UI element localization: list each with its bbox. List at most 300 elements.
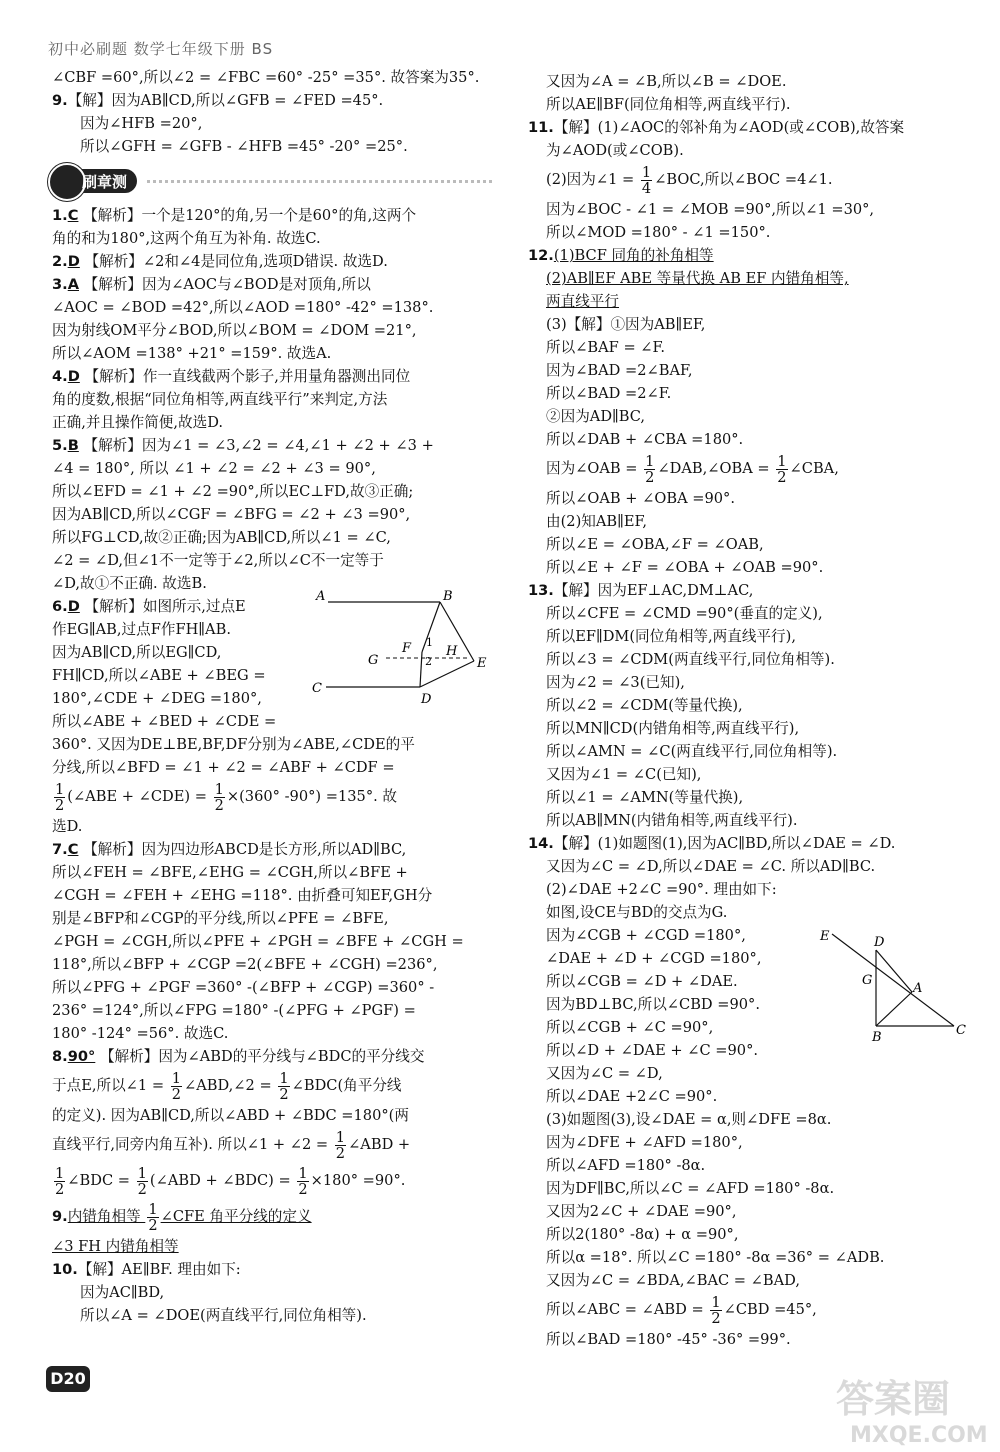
right-column [528,70,968,1351]
text-line [528,244,968,267]
text-line [52,930,492,953]
fraction [171,1071,182,1102]
answer-choice: C [67,841,79,858]
line-text: 因为∠2 = ∠3(已知), [546,674,685,691]
text-line [528,878,968,901]
fraction [641,165,652,196]
text-line [52,273,492,296]
question-number: 10. [52,1261,78,1278]
text-line [52,733,492,756]
text-segment: ∠ABD,∠2 = [183,1077,277,1094]
text-segment: 直线平行,同旁内角互补). 所以∠1 + ∠2 = [52,1136,333,1153]
line-text: 【解析】∠2和∠4是同位角,选项D错误. 故选D. [84,253,388,270]
fig6-label-a: A [316,589,326,604]
fig14-label-g: G [862,973,873,988]
line-text: 所以∠E = ∠OBA,∠F = ∠OAB, [546,536,764,553]
question-number: 4. [52,368,68,385]
line-text: 所以FG⊥CD,故②正确;因为AB∥CD,所以∠1 = ∠C, [52,529,391,546]
section-banner-label: 刷章测 [82,172,128,191]
text-line [528,198,968,221]
fraction-denominator: 2 [645,468,655,486]
fraction-denominator: 2 [335,1144,346,1162]
text-line [528,1269,968,1292]
answer-choice: 90° [67,1048,96,1065]
line-text: 因为AC∥BD, [80,1284,165,1301]
answer-choice: B [67,437,79,454]
fraction [54,1166,65,1197]
text-line [52,907,492,930]
fraction-numerator: 1 [279,1069,289,1087]
text-line [52,861,492,884]
text-segment: ∠DAB,∠OBA = [657,460,775,477]
text-line [52,549,492,572]
text-segment: 因为∠OAB = [546,460,643,477]
line-text: 又因为∠C = ∠D, [546,1065,663,1082]
line-text: 又因为∠1 = ∠C(已知), [546,766,702,783]
question-number: 2. [52,253,68,270]
line-text: 所以∠D + ∠DAE + ∠C =90°. [546,1042,759,1059]
text-line [528,809,968,832]
line-text: (3)【解】①因为AB∥EF, [546,316,706,333]
question-number: 14. [528,835,554,852]
fraction-denominator: 2 [171,1085,181,1103]
text-line [528,359,968,382]
fraction-numerator: 1 [711,1293,721,1311]
line-text: 所以∠AMN = ∠C(两直线平行,同位角相等). [546,743,838,760]
text-line [528,1223,968,1246]
text-line [52,1068,492,1104]
text-line [528,221,968,244]
text-line [52,342,492,365]
fig6-label-2: 2 [425,655,432,668]
text-line [52,388,492,411]
fig14-label-a: A [913,981,923,996]
text-segment: ×180° =90°. [310,1172,406,1189]
fraction [710,1295,721,1326]
text-line [528,533,968,556]
line-text: 所以∠A = ∠DOE(两直线平行,同位角相等). [80,1307,367,1324]
line-text: 【解】(1)如题图(1),因为AC∥BD,所以∠DAE = ∠D. [553,835,896,852]
line-text: 因为∠BAD =2∠BAF, [546,362,693,379]
fig14-line-ec [832,934,954,1026]
fraction-denominator: 2 [279,1085,289,1103]
text-line [528,740,968,763]
text-line [528,313,968,336]
line-text: 角的度数,根据“同位角相等,两直线平行”来判定,方法 [52,391,388,408]
text-line [52,884,492,907]
line-text: 因为DF∥BC,所以∠C = ∠AFD =180° -8α. [546,1180,835,1197]
fraction [644,454,655,485]
text-line [52,227,492,250]
text-line [528,116,968,139]
banner-dotted-rule [147,180,492,183]
line-text: 因为射线OM平分∠BOD,所以∠BOM = ∠DOM =21°, [52,322,417,339]
answer-choice: D [67,598,80,615]
line-text: ②因为AD∥BC, [546,408,646,425]
line-text: 的定义). 因为AB∥CD,所以∠ABD + ∠BDC =180°(两 [52,1107,409,1124]
line-text: 因为BD⊥BC,所以∠CBD =90°. [546,996,760,1013]
fraction [335,1130,346,1161]
text-line [528,1085,968,1108]
fraction-denominator: 2 [214,796,224,814]
line-text: 【解析】因为∠AOC与∠BOD是对顶角,所以 [83,276,371,293]
text-line [528,382,968,405]
line-text: 作EG∥AB,过点F作FH∥AB. [52,621,231,638]
line-text: 角的和为180°,这两个角互为补角. 故选C. [52,230,321,247]
line-text: 所以∠EFD = ∠1 + ∠2 =90°,所以EC⊥FD,故③正确; [52,483,414,500]
fraction-denominator: 2 [298,1180,308,1198]
text-line [528,901,968,924]
line-text: ∠PGH = ∠CGH,所以∠PFE + ∠PGH = ∠BFE + ∠CGH = [52,933,464,950]
text-line [528,556,968,579]
text-line [528,1154,968,1177]
line-text: 所以∠3 = ∠CDM(两直线平行,同位角相等). [546,651,835,668]
line-text: 因为∠HFB =20°, [80,115,203,132]
text-line [52,503,492,526]
text-line [528,763,968,786]
line-text: 所以∠MOD =180° - ∠1 =150°. [546,224,771,241]
line-text: 又因为∠C = ∠BDA,∠BAC = ∠BAD, [546,1272,800,1289]
text-line [528,70,968,93]
question-number: 9. [52,1208,68,1225]
text-line [52,779,492,815]
fraction-numerator: 1 [641,163,652,181]
text-line [528,428,968,451]
text-line [52,838,492,861]
text-line [52,434,492,457]
text-line [528,602,968,625]
question-number: 1. [52,207,68,224]
line-text: 又因为∠A = ∠B,所以∠B = ∠DOE. [546,73,787,90]
fraction-numerator: 1 [55,1164,65,1182]
line-text: 因为∠BOC - ∠1 = ∠MOB =90°,所以∠1 =30°, [546,201,875,218]
line-text: 所以∠CFE = ∠CMD =90°(垂直的定义), [546,605,823,622]
banner-circle-icon [48,163,86,201]
line-text: 因为AB∥CD,所以∠CGF = ∠BFG = ∠2 + ∠3 =90°, [52,506,411,523]
text-line [528,579,968,602]
question-number: 6. [52,598,68,615]
line-text: ∠CGH = ∠FEH + ∠EHG =118°. 由折叠可知EF,GH分 [52,887,433,904]
line-text: 【解】(1)∠AOC的邻补角为∠AOD(或∠COB),故答案 [553,119,905,136]
text-line [528,1108,968,1131]
text-line [52,480,492,503]
text-line [528,625,968,648]
answer-choice: A [67,276,79,293]
text-segment: ∠BDC(角平分线 [291,1077,402,1094]
text-line [528,1328,968,1351]
text-line [528,1246,968,1269]
text-line [52,66,492,89]
line-text: 由(2)知AB∥EF, [546,513,648,530]
fraction-numerator: 1 [148,1200,158,1218]
line-text: 因为∠CGB + ∠CGD =180°, [546,927,746,944]
text-line [52,1022,492,1045]
line-text: 180°,∠CDE + ∠DEG =180°, [52,690,262,707]
line-text: 所以∠FEH = ∠BFE,∠EHG = ∠CGH,所以∠BFE + [52,864,408,881]
text-line [528,93,968,116]
fraction [776,454,787,485]
line-text: 所以∠DAB + ∠CBA =180°. [546,431,744,448]
text-line [52,250,492,273]
fig14-label-e: E [820,929,830,944]
line-text: 又因为2∠C + ∠DAE =90°, [546,1203,737,1220]
fraction-denominator: 4 [641,179,652,197]
line-text: 所以α =18°. 所以∠C =180° -8α =36° = ∠ADB. [546,1249,885,1266]
text-line [52,319,492,342]
watermark-main-text: 答案圈 [836,1377,951,1421]
line-text: 所以2(180° -8α) + α =90°, [546,1226,739,1243]
watermark-logo [830,1370,990,1450]
line-text: 所以AE∥BF(同位角相等,两直线平行). [546,96,791,113]
fraction [278,1071,289,1102]
text-line [528,694,968,717]
line-text: ∠AOC = ∠BOD =42°,所以∠AOD =180° -42° =138°. [52,299,434,316]
text-line [528,786,968,809]
line-text: 180° -124° =56°. 故选C. [52,1025,229,1042]
fig14-label-c: C [956,1023,966,1038]
fig6-label-c: C [312,681,322,696]
text-line [52,1163,492,1199]
text-segment: 所以∠ABC = ∠ABD = [546,1301,709,1318]
line-text: 所以∠GFH = ∠GFB - ∠HFB =45° -20° =25°. [80,138,408,155]
text-line [52,1235,492,1258]
fraction-denominator: 2 [711,1309,721,1327]
fig6-label-e: E [477,656,487,671]
line-text: 所以∠BAD =180° -45° -36° =99°. [546,1331,791,1348]
line-text: 正确,并且操作简便,故选D. [52,414,224,431]
text-line [52,976,492,999]
fill-blank: ∠CFE 角平分线的定义 [160,1208,312,1225]
line-text: 所以∠CGB + ∠C =90°, [546,1019,714,1036]
text-line [528,717,968,740]
text-line [52,710,492,733]
text-line [52,135,492,158]
question-number: 9. [52,92,68,109]
line-text: ∠D,故①不正确. 故选B. [52,575,207,592]
line-text: 所以MN∥CD(内错角相等,两直线平行), [546,720,800,737]
line-text: ∠CBF =60°,所以∠2 = ∠FBC =60° -25° =35°. 故答案为35°. [52,69,480,86]
line-text: 因为AB∥CD,所以EG∥CD, [52,644,222,661]
text-line [528,1131,968,1154]
text-line [52,1104,492,1127]
fig14-label-d: D [874,935,885,950]
line-text: 【解析】因为四边形ABCD是长方形,所以AD∥BC, [83,841,407,858]
line-text: 因为∠DFE + ∠AFD =180°, [546,1134,743,1151]
fig6-label-h: H [446,644,458,659]
line-text: 【解析】作一直线截两个影子,并用量角器测出同位 [84,368,411,385]
text-line [528,162,968,198]
fraction [54,782,65,813]
text-line [52,1045,492,1068]
fig14-label-b: B [872,1030,882,1045]
fraction-denominator: 2 [55,796,65,814]
fraction [147,1202,158,1233]
text-segment: ∠BDC = [67,1172,135,1189]
line-text: ∠3 FH 内错角相等 [52,1238,179,1255]
line-text: 所以∠1 = ∠AMN(等量代换), [546,789,744,806]
line-text: (1)BCF 同角的补角相等 [553,247,714,264]
fraction-numerator: 1 [214,780,224,798]
text-line [52,756,492,779]
fig6-label-d: D [421,692,432,707]
fraction [137,1166,148,1197]
page-number: D20 [46,1366,90,1392]
fig6-label-g: G [368,653,379,668]
line-text: 【解析】因为∠1 = ∠3,∠2 = ∠4,∠1 + ∠2 + ∠3 + [83,437,434,454]
text-line [528,855,968,878]
text-line [52,411,492,434]
fraction-numerator: 1 [55,780,65,798]
fraction-denominator: 2 [55,1180,65,1198]
question-number: 8. [52,1048,68,1065]
line-text: 所以∠OAB + ∠OBA =90°. [546,490,735,507]
line-text: (2)AB∥EF ABE 等量代换 AB EF 内错角相等, [546,270,849,287]
fill-blank: 内错角相等 [67,1208,146,1225]
line-text: 118°,所以∠BFP + ∠CGP =2(∠BFE + ∠CGH) =236°, [52,956,438,973]
fig6-label-f: F [402,641,412,656]
question-number: 5. [52,437,68,454]
section-banner [52,164,492,198]
answer-choice: C [67,207,79,224]
fraction-numerator: 1 [137,1164,147,1182]
text-line [52,1281,492,1304]
text-line [52,953,492,976]
fraction-numerator: 1 [335,1128,346,1146]
line-text: 【解析】因为∠ABD的平分线与∠BDC的平分线交 [99,1048,425,1065]
text-line [52,112,492,135]
fig14-line-ba [876,992,912,1026]
text-line [528,648,968,671]
text-line [52,999,492,1022]
question-number: 3. [52,276,68,293]
line-text: 360°. 又因为DE⊥BE,BF,DF分别为∠ABE,∠CDE的平 [52,736,415,753]
text-line [528,1292,968,1328]
text-line [52,1304,492,1327]
line-text: 所以∠CGB = ∠D + ∠DAE. [546,973,738,990]
figure-q14 [818,926,968,1046]
line-text: ∠4 = 180°, 所以 ∠1 + ∠2 = ∠2 + ∠3 = 90°, [52,460,376,477]
line-text: 所以∠PFG + ∠PGF =360° -(∠BFP + ∠CGP) =360° - [52,979,435,996]
line-text: ∠2 = ∠D,但∠1不一定等于∠2,所以∠C不一定等于 [52,552,384,569]
text-line [528,510,968,533]
page-header: 初中必刷题 数学七年级下册 BS [48,40,274,58]
line-text: 选D. [52,818,83,835]
text-segment: (∠ABE + ∠CDE) = [67,788,212,805]
text-line [52,1199,492,1235]
text-line [528,1177,968,1200]
text-line [528,1062,968,1085]
line-text: 所以∠E + ∠F = ∠OBA + ∠OAB =90°. [546,559,824,576]
text-line [52,365,492,388]
line-text: 分线,所以∠BFD = ∠1 + ∠2 = ∠ABF + ∠CDF = [52,759,395,776]
text-segment: ×(360° -90°) =135°. 故 [226,788,397,805]
text-segment: (∠ABD + ∠BDC) = [149,1172,296,1189]
watermark-url-text: MXQE.COM [850,1423,988,1448]
text-line [528,832,968,855]
figure-q6 [312,586,498,710]
line-text: 所以AB∥MN(内错角相等,两直线平行). [546,812,798,829]
question-number: 11. [528,119,554,136]
text-segment: ∠ABD + [348,1136,411,1153]
fraction-denominator: 2 [137,1180,147,1198]
text-line [52,1127,492,1163]
line-text: 【解】因为AB∥CD,所以∠GFB = ∠FED =45°. [67,92,384,109]
line-text: 236° =124°,所以∠FPG =180° -(∠PFG + ∠PGF) = [52,1002,416,1019]
question-number: 7. [52,841,68,858]
line-text: 所以∠BAF = ∠F. [546,339,666,356]
text-line [52,457,492,480]
answer-choice: D [67,253,80,270]
question-number: 13. [528,582,554,599]
text-segment: ∠CBD =45°, [723,1301,817,1318]
fraction [214,782,225,813]
text-line [52,204,492,227]
question-number: 12. [528,247,554,264]
line-text: 又因为∠C = ∠D,所以∠DAE = ∠C. 所以AD∥BC. [546,858,876,875]
line-text: ∠DAE + ∠D + ∠CGD =180°, [546,950,762,967]
line-text: FH∥CD,所以∠ABE + ∠BEG = [52,667,266,684]
text-segment: ∠CBA, [789,460,839,477]
text-line [528,290,968,313]
text-segment: ∠BOC,所以∠BOC =4∠1. [654,171,833,188]
fraction-numerator: 1 [298,1164,308,1182]
text-line [528,487,968,510]
answer-choice: D [67,368,80,385]
line-text: 所以∠AFD =180° -8α. [546,1157,706,1174]
line-text: 所以EF∥DM(同位角相等,两直线平行), [546,628,796,645]
text-line [528,336,968,359]
line-text: 如图,设CE与BD的交点为G. [546,904,728,921]
fig6-line-df [420,652,422,687]
text-line [528,1200,968,1223]
fraction [297,1166,308,1197]
line-text: (2)∠DAE +2∠C =90°. 理由如下: [546,881,777,898]
text-line [528,267,968,290]
line-text: (3)如题图(3),设∠DAE = α,则∠DFE =8α. [546,1111,832,1128]
text-line [52,89,492,112]
text-line [528,451,968,487]
text-line [52,526,492,549]
fraction-numerator: 1 [171,1069,181,1087]
line-text: 【解】因为EF⊥AC,DM⊥AC, [553,582,754,599]
text-line [52,296,492,319]
text-segment: (2)因为∠1 = [546,171,639,188]
section-banner-badge [52,169,137,193]
fraction-denominator: 2 [777,468,787,486]
line-text: 别是∠BFP和∠CGP的平分线,所以∠PFE = ∠BFE, [52,910,389,927]
line-text: 为∠AOD(或∠COB). [546,142,684,159]
text-segment: 于点E,所以∠1 = [52,1077,169,1094]
line-text: 所以∠DAE +2∠C =90°. [546,1088,718,1105]
line-text: 所以∠BAD =2∠F. [546,385,672,402]
fraction-numerator: 1 [645,452,655,470]
line-text: 【解】AE∥BF. 理由如下: [77,1261,241,1278]
line-text: 所以∠ABE + ∠BED + ∠CDE = [52,713,277,730]
line-text: 所以∠AOM =138° +21° =159°. 故选A. [52,345,332,362]
text-line [52,815,492,838]
text-line [528,671,968,694]
line-text: 【解析】如图所示,过点E [84,598,246,615]
fraction-denominator: 2 [148,1216,158,1234]
fig6-label-1: 1 [426,636,433,649]
text-line [52,1258,492,1281]
line-text: 所以∠2 = ∠CDM(等量代换), [546,697,743,714]
line-text: 【解析】一个是120°的角,另一个是60°的角,这两个 [83,207,417,224]
fraction-numerator: 1 [777,452,787,470]
text-line [528,405,968,428]
text-line [528,139,968,162]
fig6-label-b: B [443,589,453,604]
